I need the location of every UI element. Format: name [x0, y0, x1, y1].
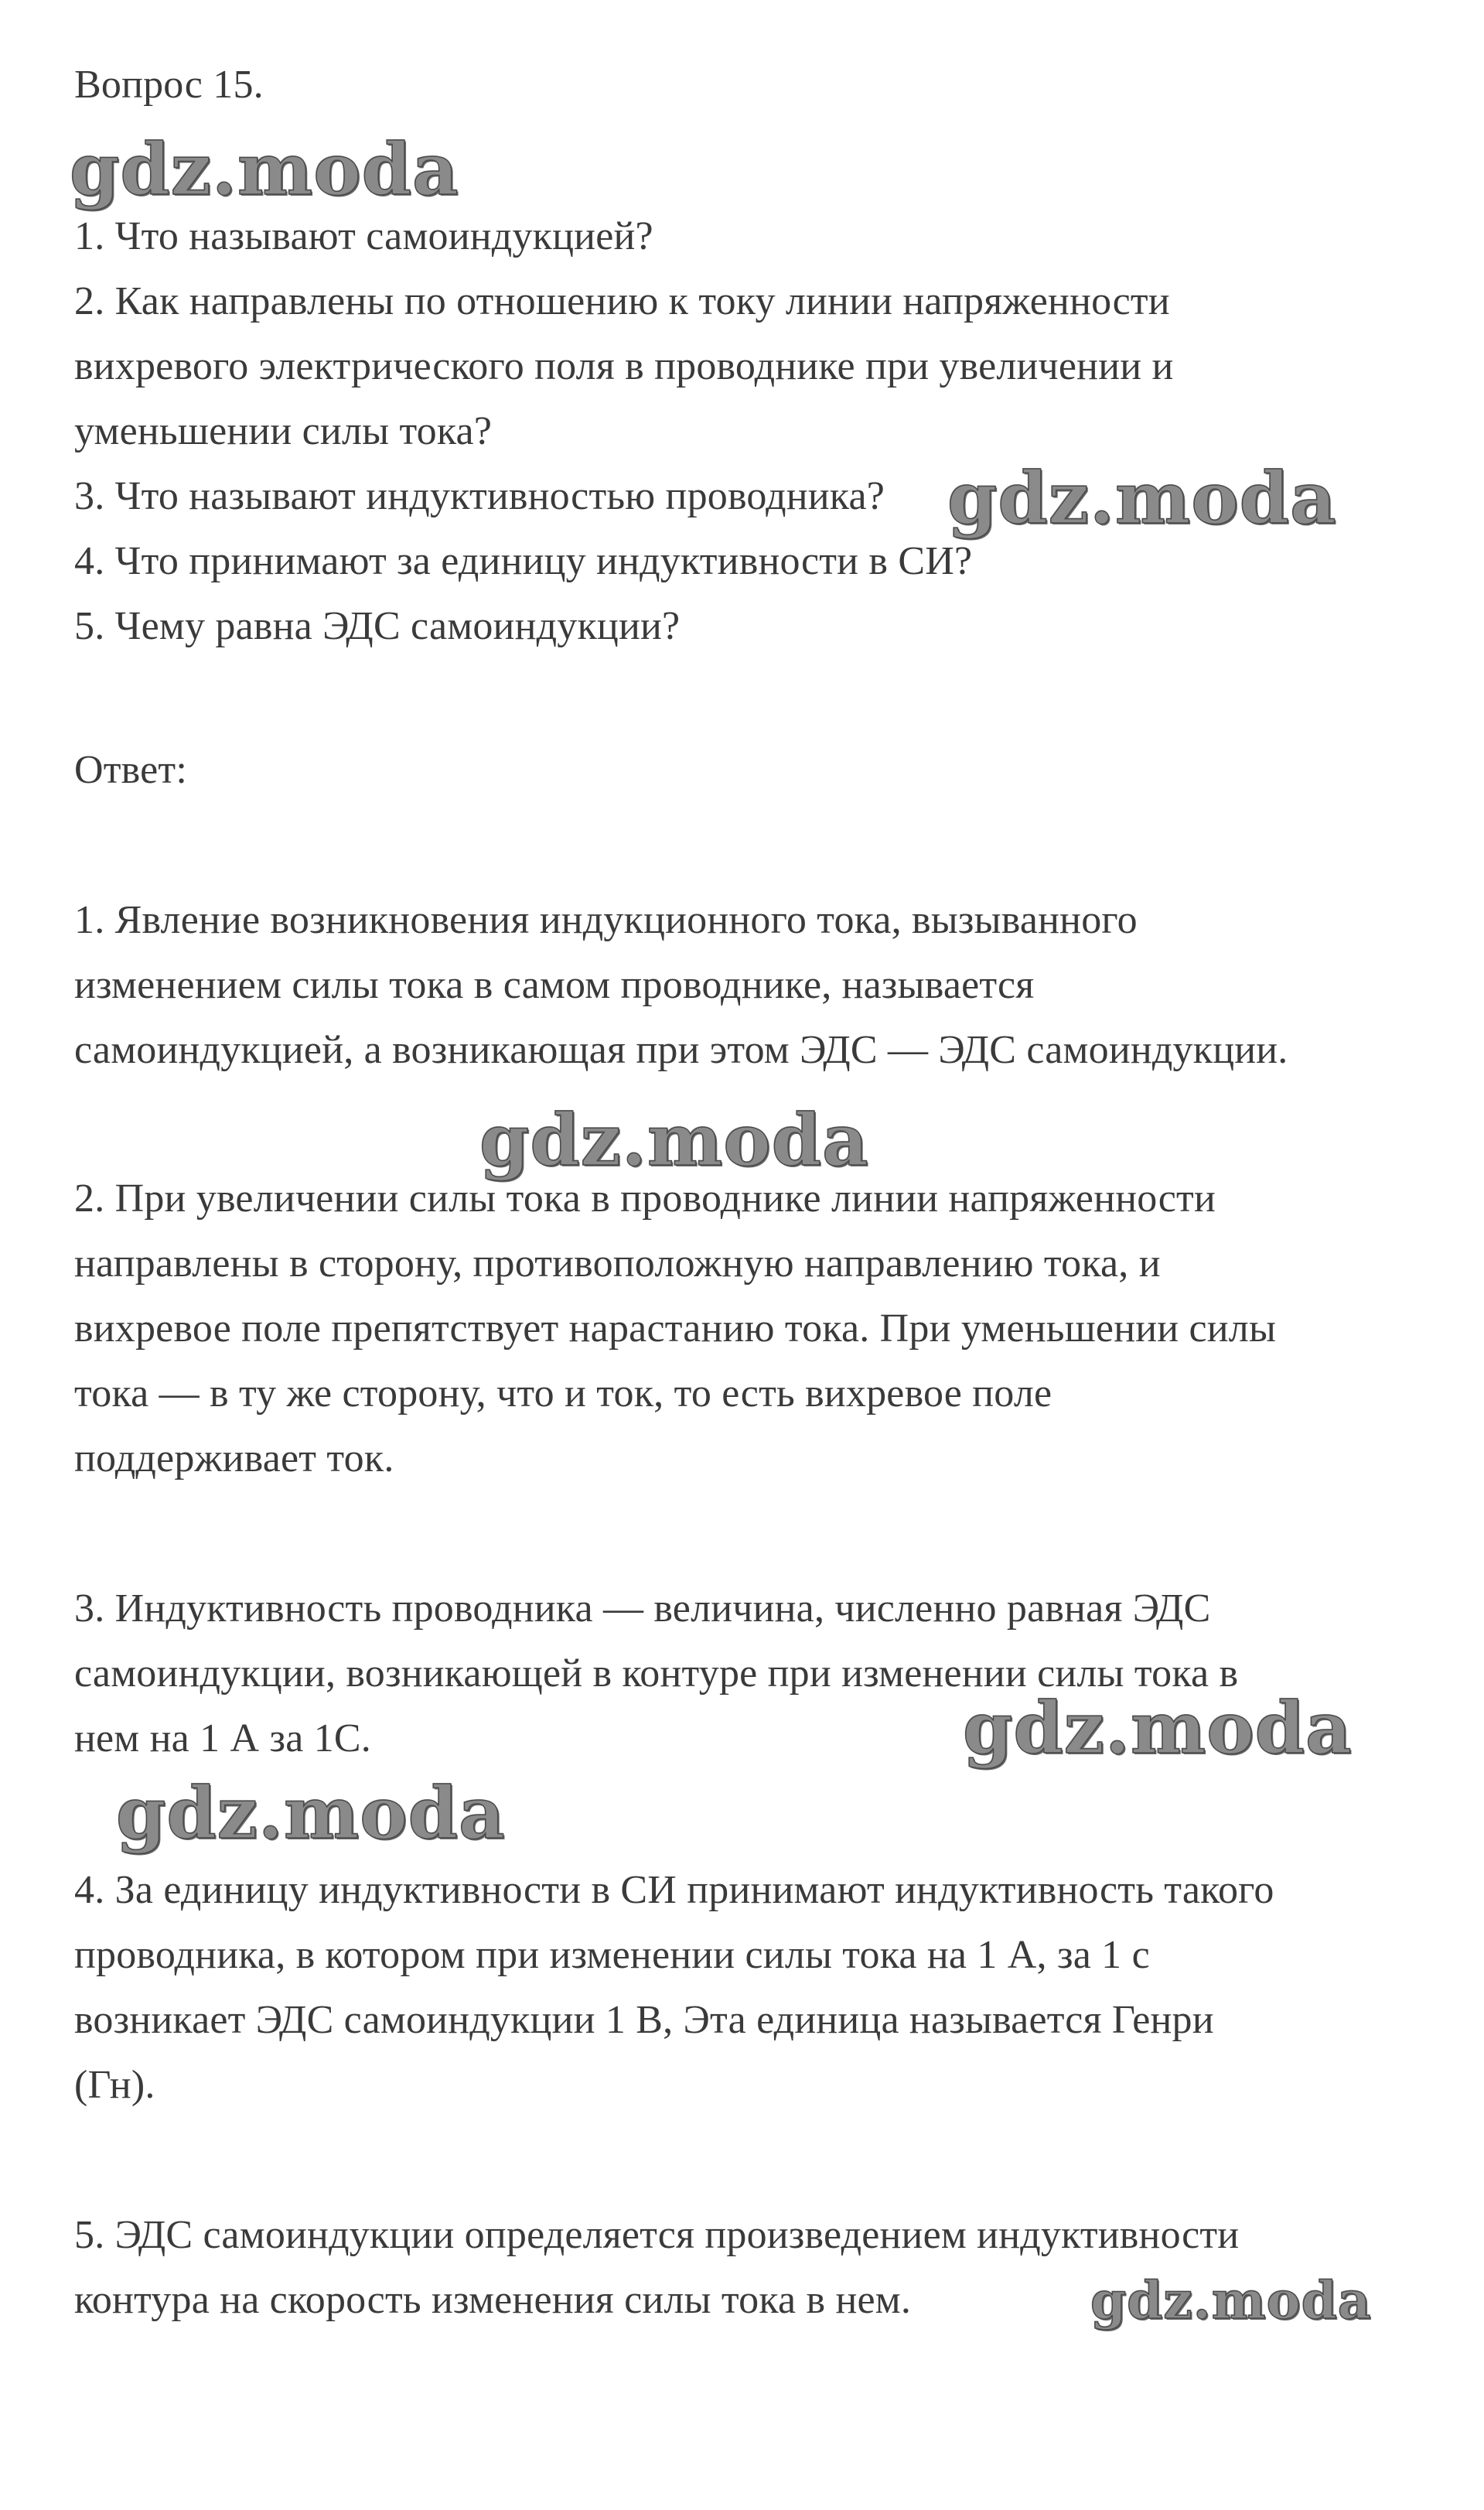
answer-5-line-2: контура на скорость изменения силы тока в нем. — [74, 2278, 912, 2322]
answer-4-line-2: проводника, в котором при изменении силы тока на 1 А, за 1 с — [74, 1933, 1150, 1977]
watermark-logo: gdz.moda — [479, 1098, 869, 1182]
answer-4-line-3: возникает ЭДС самоиндукции 1 В, Эта единица называется Генри — [74, 1998, 1214, 2042]
question-item-2-line-2: вихревого электрического поля в проводнике при увеличении и — [74, 344, 1174, 388]
question-item-5: 5. Чему равна ЭДС самоиндукции? — [74, 604, 681, 648]
question-item-2-line-1: 2. Как направлены по отношению к току линии напряженности — [74, 279, 1170, 323]
answer-3-line-1: 3. Индуктивность проводника — величина, численно равная ЭДС — [74, 1586, 1211, 1631]
question-item-4: 4. Что принимают за единицу индуктивности в СИ? — [74, 539, 973, 583]
answer-2-line-3: вихревое поле препятствует нарастанию тока. При уменьшении силы — [74, 1306, 1277, 1351]
answer-1-line-2: изменением силы тока в самом проводнике, называется — [74, 963, 1035, 1007]
answer-2-line-2: направлены в сторону, противоположную направлению тока, и — [74, 1241, 1161, 1286]
answer-3-line-3: нем на 1 А за 1С. — [74, 1716, 371, 1760]
question-item-3: 3. Что называют индуктивностью проводника? — [74, 474, 885, 518]
question-item-1: 1. Что называют самоиндукцией? — [74, 214, 653, 258]
watermark-logo: gdz.moda — [116, 1771, 506, 1855]
answer-1-line-3: самоиндукцией, а возникающая при этом ЭДС — ЭДС самоиндукции. — [74, 1028, 1288, 1072]
watermark-logo: gdz.moda — [963, 1686, 1353, 1770]
answer-2-line-5: поддерживает ток. — [74, 1436, 394, 1480]
answer-4-line-4: (Гн). — [74, 2063, 155, 2107]
answer-1-line-1: 1. Явление возникновения индукционного тока, вызыванного — [74, 898, 1138, 942]
watermark-logo: gdz.moda — [947, 456, 1337, 540]
watermark-logo: gdz.moda — [70, 128, 459, 211]
answer-5-line-1: 5. ЭДС самоиндукции определяется произведением индуктивности — [74, 2213, 1240, 2257]
answer-3-line-2: самоиндукции, возникающей в контуре при изменении силы тока в — [74, 1651, 1239, 1696]
answer-2-line-4: тока — в ту же сторону, что и ток, то есть вихревое поле — [74, 1371, 1052, 1416]
answer-2-line-1: 2. При увеличении силы тока в проводнике линии напряженности — [74, 1176, 1216, 1221]
answer-4-line-1: 4. За единицу индуктивности в СИ принимают индуктивность такого — [74, 1868, 1274, 1912]
watermark-logo: gdz.moda — [1090, 2270, 1372, 2331]
answer-label: Ответ: — [74, 748, 187, 792]
question-item-2-line-3: уменьшении силы тока? — [74, 409, 493, 453]
question-title: Вопрос 15. — [74, 63, 264, 107]
